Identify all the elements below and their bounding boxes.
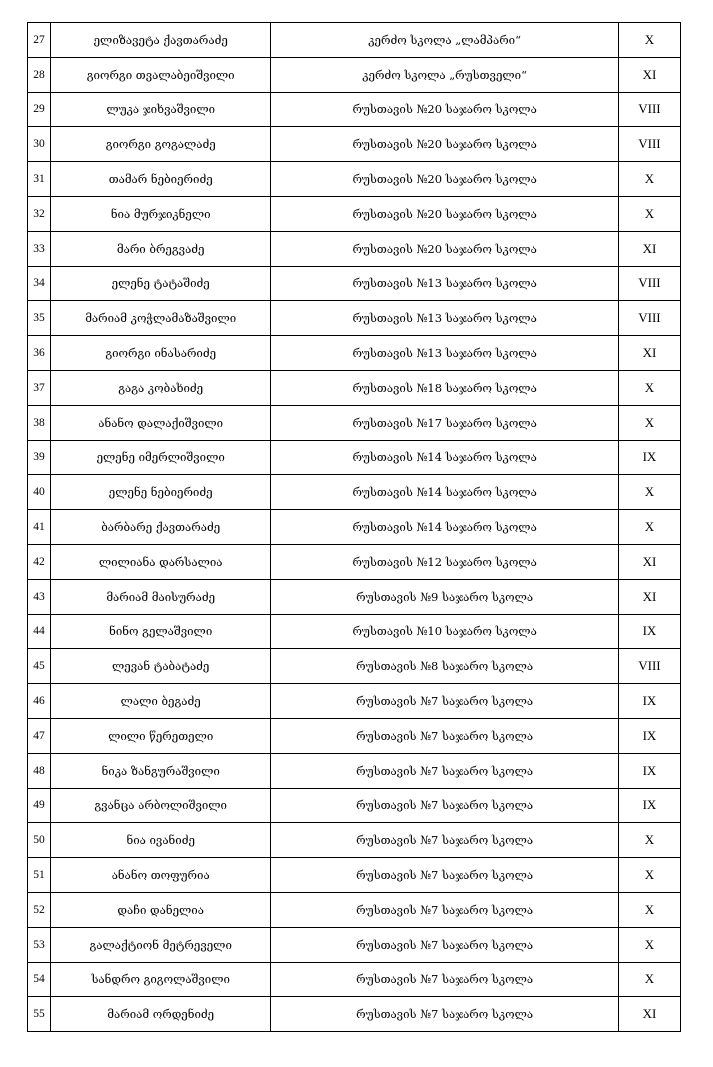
row-number: 46 bbox=[28, 684, 51, 719]
school-name: რუსთავის №14 საჯარო სკოლა bbox=[271, 475, 619, 510]
grade: IX bbox=[618, 753, 680, 788]
school-name: რუსთავის №18 საჯარო სკოლა bbox=[271, 370, 619, 405]
grade: XI bbox=[618, 231, 680, 266]
row-number: 47 bbox=[28, 718, 51, 753]
grade: IX bbox=[618, 718, 680, 753]
table-row bbox=[28, 718, 681, 753]
row-number: 29 bbox=[28, 92, 51, 127]
row-number: 37 bbox=[28, 370, 51, 405]
table-row bbox=[28, 892, 681, 927]
student-name: ელენე იმერლიშვილი bbox=[51, 440, 271, 475]
school-name: რუსთავის №20 საჯარო სკოლა bbox=[271, 196, 619, 231]
student-name: თამარ ნებიერიძე bbox=[51, 162, 271, 197]
grade: X bbox=[618, 405, 680, 440]
school-name: კერძო სკოლა „ლამპარი“ bbox=[271, 23, 619, 58]
grade: VIII bbox=[618, 92, 680, 127]
grade: VIII bbox=[618, 649, 680, 684]
table-row bbox=[28, 788, 681, 823]
table-row bbox=[28, 753, 681, 788]
table-row bbox=[28, 649, 681, 684]
school-name: რუსთავის №20 საჯარო სკოლა bbox=[271, 162, 619, 197]
table-row bbox=[28, 23, 681, 58]
row-number: 40 bbox=[28, 475, 51, 510]
student-name: გვანცა არბოლიშვილი bbox=[51, 788, 271, 823]
student-name: ელენე ნებიერიძე bbox=[51, 475, 271, 510]
row-number: 33 bbox=[28, 231, 51, 266]
row-number: 36 bbox=[28, 336, 51, 371]
table-row bbox=[28, 196, 681, 231]
student-name: ლალი ბეგაძე bbox=[51, 684, 271, 719]
table-row bbox=[28, 544, 681, 579]
row-number: 38 bbox=[28, 405, 51, 440]
school-name: რუსთავის №7 საჯარო სკოლა bbox=[271, 788, 619, 823]
grade: X bbox=[618, 962, 680, 997]
table-row bbox=[28, 266, 681, 301]
school-name: რუსთავის №12 საჯარო სკოლა bbox=[271, 544, 619, 579]
student-name: მარიამ მაისურაძე bbox=[51, 579, 271, 614]
table-row bbox=[28, 231, 681, 266]
student-name: ბარბარე ქავთარაძე bbox=[51, 510, 271, 545]
row-number: 35 bbox=[28, 301, 51, 336]
student-name: გიორგი ინასარიძე bbox=[51, 336, 271, 371]
row-number: 42 bbox=[28, 544, 51, 579]
school-name: რუსთავის №7 საჯარო სკოლა bbox=[271, 997, 619, 1032]
table-row bbox=[28, 684, 681, 719]
row-number: 45 bbox=[28, 649, 51, 684]
grade: X bbox=[618, 823, 680, 858]
school-name: რუსთავის №13 საჯარო სკოლა bbox=[271, 266, 619, 301]
grade: XI bbox=[618, 544, 680, 579]
row-number: 39 bbox=[28, 440, 51, 475]
row-number: 32 bbox=[28, 196, 51, 231]
student-name: გიორგი გოგალაძე bbox=[51, 127, 271, 162]
student-name: ელენე ტატაშიძე bbox=[51, 266, 271, 301]
row-number: 53 bbox=[28, 927, 51, 962]
school-name: რუსთავის №7 საჯარო სკოლა bbox=[271, 927, 619, 962]
row-number: 30 bbox=[28, 127, 51, 162]
table-row bbox=[28, 405, 681, 440]
row-number: 43 bbox=[28, 579, 51, 614]
grade: XI bbox=[618, 336, 680, 371]
table-row bbox=[28, 858, 681, 893]
row-number: 54 bbox=[28, 962, 51, 997]
student-name: დაჩი დანელია bbox=[51, 892, 271, 927]
table-row bbox=[28, 823, 681, 858]
grade: X bbox=[618, 196, 680, 231]
school-name: რუსთავის №10 საჯარო სკოლა bbox=[271, 614, 619, 649]
grade: X bbox=[618, 162, 680, 197]
row-number: 28 bbox=[28, 57, 51, 92]
school-name: რუსთავის №17 საჯარო სკოლა bbox=[271, 405, 619, 440]
student-name: ანანო თოფურია bbox=[51, 858, 271, 893]
school-name: რუსთავის №9 საჯარო სკოლა bbox=[271, 579, 619, 614]
grade: XI bbox=[618, 997, 680, 1032]
school-name: რუსთავის №8 საჯარო სკოლა bbox=[271, 649, 619, 684]
participants-table bbox=[27, 22, 681, 1032]
row-number: 50 bbox=[28, 823, 51, 858]
table-row bbox=[28, 510, 681, 545]
student-name: მარი ბრეგვაძე bbox=[51, 231, 271, 266]
table-row bbox=[28, 162, 681, 197]
table-row bbox=[28, 370, 681, 405]
grade: IX bbox=[618, 788, 680, 823]
school-name: რუსთავის №14 საჯარო სკოლა bbox=[271, 510, 619, 545]
student-name: გალაქტიონ მეტრეველი bbox=[51, 927, 271, 962]
student-name: ნინო გელაშვილი bbox=[51, 614, 271, 649]
grade: X bbox=[618, 858, 680, 893]
grade: X bbox=[618, 475, 680, 510]
school-name: რუსთავის №7 საჯარო სკოლა bbox=[271, 753, 619, 788]
row-number: 44 bbox=[28, 614, 51, 649]
row-number: 55 bbox=[28, 997, 51, 1032]
grade: VIII bbox=[618, 127, 680, 162]
school-name: რუსთავის №13 საჯარო სკოლა bbox=[271, 301, 619, 336]
student-name: მარიამ კოჭლამაზაშვილი bbox=[51, 301, 271, 336]
grade: VIII bbox=[618, 301, 680, 336]
row-number: 41 bbox=[28, 510, 51, 545]
school-name: რუსთავის №7 საჯარო სკოლა bbox=[271, 962, 619, 997]
table-row bbox=[28, 614, 681, 649]
grade: IX bbox=[618, 440, 680, 475]
table-row bbox=[28, 927, 681, 962]
student-name: მარიამ ორდენიძე bbox=[51, 997, 271, 1032]
student-name: ლუკა ჯიხვაშვილი bbox=[51, 92, 271, 127]
row-number: 49 bbox=[28, 788, 51, 823]
student-name: ლილი წერეთელი bbox=[51, 718, 271, 753]
student-name: სანდრო გიგოლაშვილი bbox=[51, 962, 271, 997]
table-row bbox=[28, 92, 681, 127]
table-row bbox=[28, 336, 681, 371]
row-number: 34 bbox=[28, 266, 51, 301]
row-number: 31 bbox=[28, 162, 51, 197]
student-name: ნია მურჯიკნელი bbox=[51, 196, 271, 231]
table-row bbox=[28, 127, 681, 162]
student-name: ნია ივანიძე bbox=[51, 823, 271, 858]
table-row bbox=[28, 301, 681, 336]
school-name: რუსთავის №20 საჯარო სკოლა bbox=[271, 127, 619, 162]
grade: X bbox=[618, 510, 680, 545]
row-number: 48 bbox=[28, 753, 51, 788]
school-name: რუსთავის №20 საჯარო სკოლა bbox=[271, 92, 619, 127]
table-row bbox=[28, 57, 681, 92]
table-row bbox=[28, 579, 681, 614]
student-name: გიორგი თვალაბეიშვილი bbox=[51, 57, 271, 92]
student-name: ნიკა ზანგურაშვილი bbox=[51, 753, 271, 788]
grade: XI bbox=[618, 579, 680, 614]
school-name: კერძო სკოლა „რუსთველი“ bbox=[271, 57, 619, 92]
grade: X bbox=[618, 927, 680, 962]
row-number: 27 bbox=[28, 23, 51, 58]
student-name: ლილიანა დარსალია bbox=[51, 544, 271, 579]
school-name: რუსთავის №7 საჯარო სკოლა bbox=[271, 718, 619, 753]
grade: XI bbox=[618, 57, 680, 92]
school-name: რუსთავის №13 საჯარო სკოლა bbox=[271, 336, 619, 371]
school-name: რუსთავის №14 საჯარო სკოლა bbox=[271, 440, 619, 475]
grade: X bbox=[618, 23, 680, 58]
grade: X bbox=[618, 892, 680, 927]
school-name: რუსთავის №7 საჯარო სკოლა bbox=[271, 684, 619, 719]
grade: VIII bbox=[618, 266, 680, 301]
table-row bbox=[28, 997, 681, 1032]
school-name: რუსთავის №20 საჯარო სკოლა bbox=[271, 231, 619, 266]
school-name: რუსთავის №7 საჯარო სკოლა bbox=[271, 823, 619, 858]
row-number: 52 bbox=[28, 892, 51, 927]
grade: IX bbox=[618, 614, 680, 649]
student-name: ელიზავეტა ქავთარაძე bbox=[51, 23, 271, 58]
participants-table-body bbox=[28, 23, 681, 1032]
student-name: ანანო დალაქიშვილი bbox=[51, 405, 271, 440]
row-number: 51 bbox=[28, 858, 51, 893]
grade: IX bbox=[618, 684, 680, 719]
table-row bbox=[28, 475, 681, 510]
student-name: გაგა კობახიძე bbox=[51, 370, 271, 405]
school-name: რუსთავის №7 საჯარო სკოლა bbox=[271, 858, 619, 893]
student-name: ლევან ტაბატაძე bbox=[51, 649, 271, 684]
school-name: რუსთავის №7 საჯარო სკოლა bbox=[271, 892, 619, 927]
grade: X bbox=[618, 370, 680, 405]
table-row bbox=[28, 440, 681, 475]
table-row bbox=[28, 962, 681, 997]
